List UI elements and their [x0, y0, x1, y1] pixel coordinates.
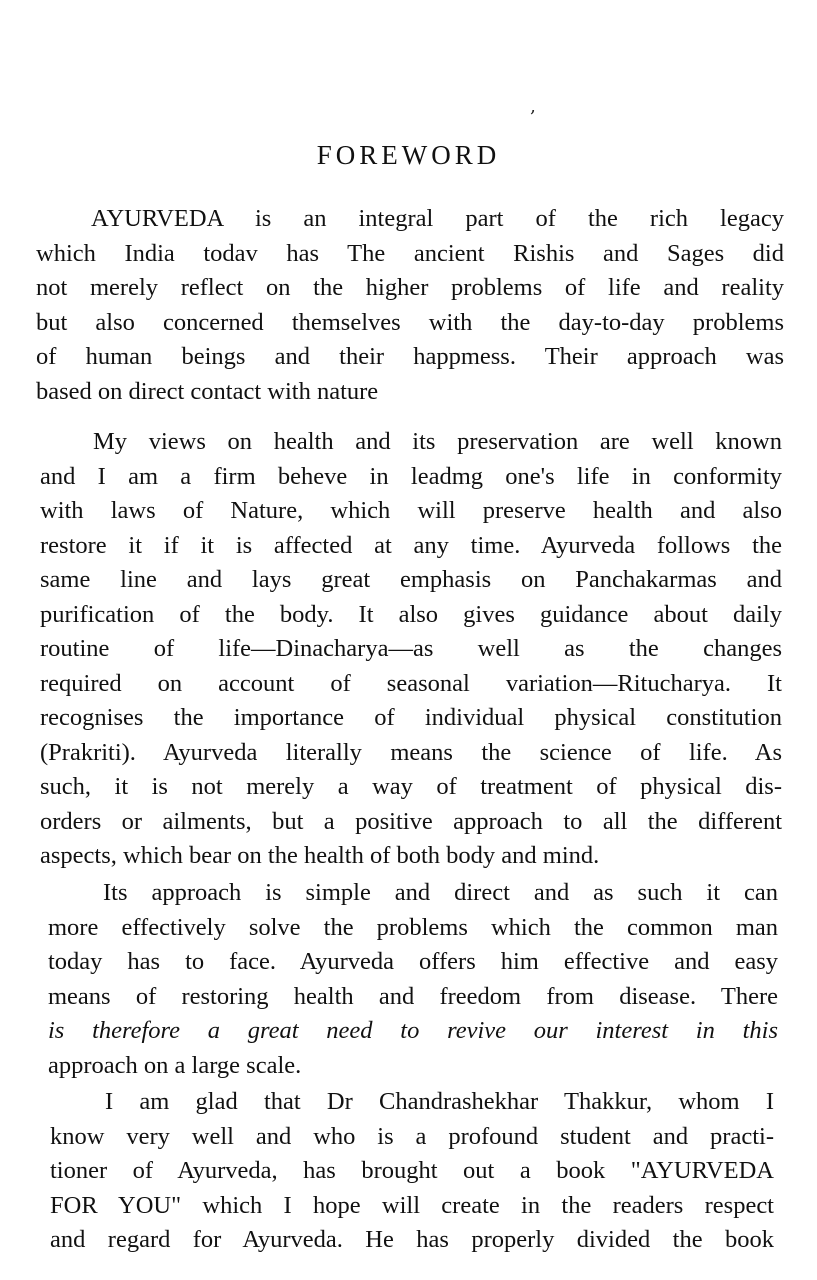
text-line: of human beings and their happmess. Their approach was: [36, 343, 784, 370]
text-line: FOR YOU" which I hope will create in the readers respect: [50, 1191, 774, 1219]
text-line: and regard for Ayurveda. He has properly divided the book: [50, 1226, 774, 1253]
text-line: approach on a large scale.: [48, 1051, 302, 1079]
paragraph-1: [36, 202, 784, 409]
text-line: orders or ailments, but a positive approach to all the different: [40, 807, 782, 835]
text-line: AYURVEDA is an integral part of the rich legacy: [91, 205, 784, 232]
text-line: tioner of Ayurveda, has brought out a book "AYURVEDA: [50, 1157, 774, 1184]
text-line: Its approach is simple and direct and as such it can: [103, 879, 778, 906]
text-line: routine of life—Dinacharya—as well as the changes: [40, 635, 782, 662]
text-line: recognises the importance of individual physical constitution: [40, 704, 782, 731]
text-line: (Prakriti). Ayurveda literally means the science of life. As: [40, 738, 782, 766]
text-line: based on direct contact with nature: [36, 377, 379, 405]
text-line: such, it is not merely a way of treatment of physical dis-: [40, 773, 782, 800]
text-line-italic: is therefore a great need to revive our interest in this: [48, 1017, 778, 1044]
paragraph-4: [50, 1085, 774, 1258]
text-line: with laws of Nature, which will preserve health and also: [40, 497, 782, 524]
text-line: purification of the body. It also gives guidance about daily: [40, 600, 782, 628]
text-line: required on account of seasonal variation—Ritucharya. It: [40, 669, 782, 697]
text-line: today has to face. Ayurveda offers him effective and easy: [48, 948, 778, 975]
text-line: know very well and who is a profound student and practi-: [50, 1122, 774, 1150]
text-line: My views on health and its preservation are well known: [93, 428, 782, 455]
paragraph-2: [40, 425, 782, 874]
text-line: I am glad that Dr Chandrashekhar Thakkur, whom I: [105, 1088, 774, 1115]
text-line: more effectively solve the problems which the common man: [48, 913, 778, 941]
text-line: restore it if it is affected at any time. Ayurveda follows the: [40, 531, 782, 559]
text-line: which India todav has The ancient Rishis and Sages did: [36, 239, 784, 267]
paragraph-3: [48, 876, 778, 1083]
text-line: and I am a firm beheve in leadmg one's life in conformity: [40, 462, 782, 490]
text-line: not merely reflect on the higher problems of life and reality: [36, 274, 784, 301]
text-line: same line and lays great emphasis on Panchakarmas and: [40, 566, 782, 593]
page-title: FOREWORD: [316, 140, 501, 170]
text-line: aspects, which bear on the health of both body and mind.: [40, 842, 600, 869]
text-line: but also concerned themselves with the day-to-day problems: [36, 308, 784, 336]
text-line: means of restoring health and freedom from disease. There: [48, 982, 778, 1010]
stray-mark: ‚: [530, 96, 536, 117]
